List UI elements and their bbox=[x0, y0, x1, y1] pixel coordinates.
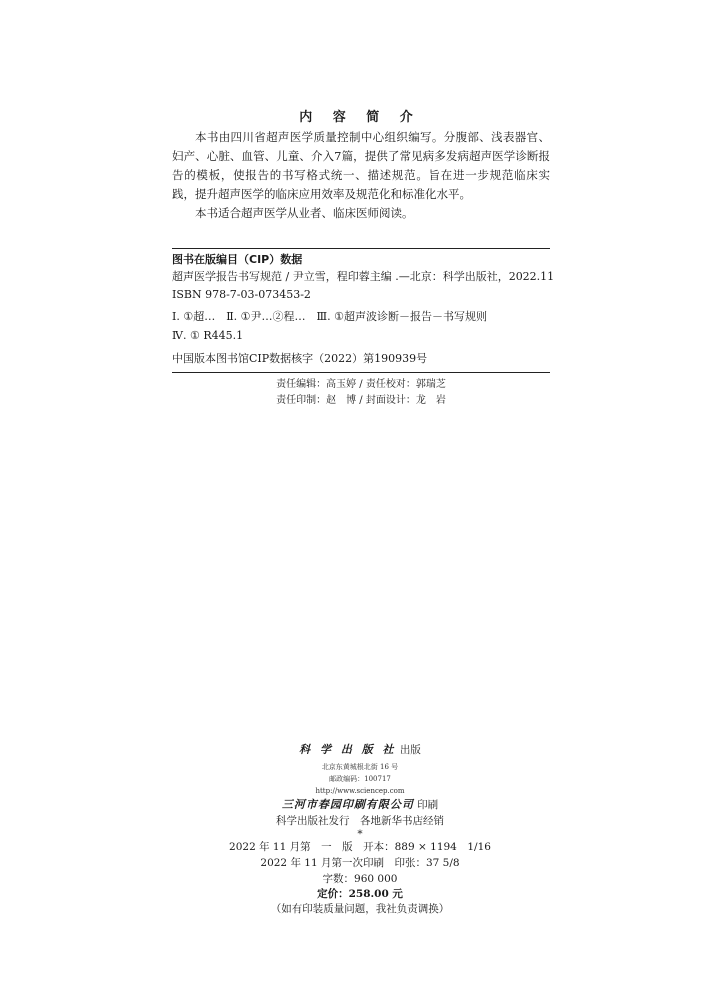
printing-line: 2022 年 11 月第一次印刷 印张：37 5/8 bbox=[260, 857, 460, 869]
page-title: 内 容 简 介 bbox=[299, 110, 421, 125]
summary-paragraph: 本书由四川省超声医学质量控制中心组织编写。分腹部、浅表器官、妇产、心脏、血管、儿童、介入7篇，提供了常见病多发病超声医学诊断报告的模板，使报告的书写格式统一、描述规范。旨在进一步规范临床实践，提升超声医学的临床应用效率及规范化和标准化水平。 bbox=[172, 130, 550, 201]
cip-record-number: 中国版本图书馆CIP数据核字（2022）第190939号 bbox=[172, 352, 428, 365]
cip-classification: Ⅰ. ①超… Ⅱ. ①尹…②程… Ⅲ. ①超声波诊断－报告－书写规则 bbox=[172, 310, 487, 323]
printer-suffix: 印刷 bbox=[417, 799, 439, 811]
cip-classification-code: Ⅳ. ① R445.1 bbox=[172, 329, 244, 342]
quality-note: （如有印装质量问题，我社负责调换） bbox=[270, 903, 450, 915]
cip-heading: 图书在版编目（CIP）数据 bbox=[172, 253, 303, 266]
publisher-url: http://www.sciencep.com bbox=[315, 787, 405, 795]
publisher-address: 北京东黄城根北街 16 号 bbox=[321, 763, 399, 771]
staff-editors: 责任编辑：高玉婷 / 责任校对：郭瑞芝 bbox=[276, 379, 446, 390]
cip-isbn: ISBN 978-7-03-073453-2 bbox=[172, 288, 311, 301]
publisher-line bbox=[0, 742, 720, 758]
word-count: 字数：960 000 bbox=[322, 873, 398, 885]
distribution-line: 科学出版社发行 各地新华书店经销 bbox=[276, 815, 444, 827]
staff-production: 责任印制：赵 博 / 封面设计：龙 岩 bbox=[276, 395, 446, 406]
price: 定价：258.00 元 bbox=[317, 888, 403, 900]
publisher-logo: 科 学 出 版 社 bbox=[299, 743, 397, 756]
cip-bottom-rule bbox=[172, 372, 550, 373]
printer-line bbox=[0, 797, 720, 813]
separator-star: * bbox=[357, 828, 363, 840]
cip-top-rule bbox=[172, 248, 550, 249]
cip-title-line: 超声医学报告书写规范 / 尹立雪，程印蓉主编 .—北京：科学出版社，2022.11 bbox=[172, 270, 555, 283]
edition-line: 2022 年 11 月第 一 版 开本：889 × 1194 1/16 bbox=[229, 841, 491, 853]
publisher-suffix: 出版 bbox=[399, 744, 421, 756]
publisher-postcode: 邮政编码：100717 bbox=[329, 775, 391, 783]
printer-logo: 三河市春园印刷有限公司 bbox=[281, 798, 414, 811]
summary-audience: 本书适合超声医学从业者、临床医师阅读。 bbox=[195, 206, 414, 220]
